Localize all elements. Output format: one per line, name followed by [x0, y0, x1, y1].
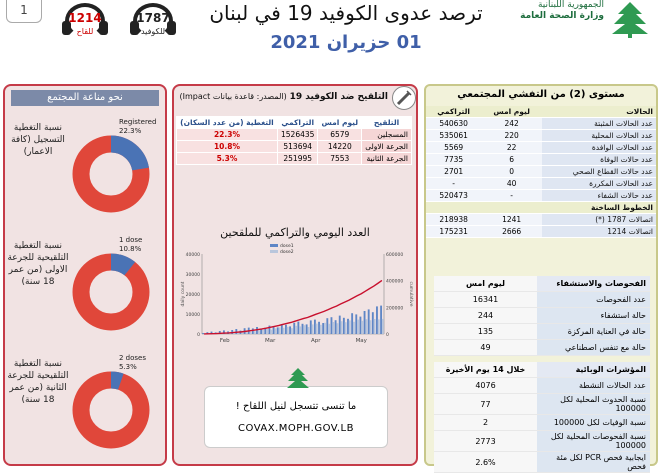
- dose1-bar: [285, 325, 287, 334]
- dose2-bar: [361, 321, 363, 334]
- x-tick-label: Mar: [265, 338, 276, 344]
- dose1-bar: [339, 316, 341, 334]
- dose1-bar: [364, 311, 366, 334]
- table-row: عدد حالات الوفاة 6 7735: [426, 154, 656, 166]
- dose1-bar: [331, 317, 333, 334]
- dose2-bar: [316, 324, 318, 334]
- dose2-bar: [307, 327, 309, 334]
- table-row: حالة استشفاء 244: [434, 308, 650, 324]
- dose2-bar: [274, 328, 276, 334]
- dose2-bar: [324, 323, 326, 334]
- vaccination-table: التلقيح ليوم امس التراكمي التغطية (من عدد السكان) المسجلين 6579 1526435 22.3% الجرعة الاولى 14220 513694 10.8% الجرعة الثانية 7553 251995 5.3%: [176, 116, 412, 165]
- page-title: ترصد عدوى الكوفيد 19 في لبنان: [196, 1, 496, 25]
- dose2-bar: [328, 324, 330, 334]
- dose1-bar: [306, 324, 308, 334]
- covid-hotline-badge: [126, 1, 180, 47]
- dose2-bar: [374, 319, 376, 334]
- dose2-bar: [353, 322, 355, 334]
- dose1-bar: [326, 318, 328, 334]
- dose2-bar: [332, 322, 334, 334]
- dose2-bar: [378, 319, 380, 334]
- dose2-bar: [245, 332, 247, 334]
- vaccine-hotline-badge: [58, 1, 112, 47]
- x-tick-label: Feb: [220, 338, 230, 344]
- dose1-bar: [293, 323, 295, 334]
- vaccine-hotline-label: للقاح: [58, 27, 112, 36]
- x-tick-label: May: [356, 338, 368, 344]
- table-row: عدد الحالات المثبتة 242 540630: [426, 118, 656, 130]
- table-row: اتصالات 1787 (*) 1241 218938: [426, 214, 656, 226]
- table-row: حالة مع تنفس اصطناعي 49: [434, 340, 650, 356]
- table-row: عدد حالات القطاع الصحي 0 2701: [426, 166, 656, 178]
- y-tick-label-left: 0: [197, 332, 200, 338]
- cumulative-line: [204, 280, 382, 333]
- table-row: المسجلين 6579 1526435 22.3%: [177, 129, 412, 141]
- dose2-bar: [266, 329, 268, 334]
- page-number: 1: [6, 0, 42, 23]
- table-row: نسبة الفحوصات المحلية لكل 100000 2773: [434, 431, 650, 452]
- dose2-bar: [291, 328, 293, 334]
- table-row: عدد الحالات النشطة 4076: [434, 378, 650, 394]
- covid-hotline-label: للكوفيد: [126, 27, 180, 36]
- table-row: عدد الحالات الوافدة 22 5569: [426, 142, 656, 154]
- y-axis-label-left: daily count: [180, 281, 186, 306]
- legend-label-dose2: dose2: [280, 249, 294, 255]
- donut-remaining-arc: [81, 380, 141, 440]
- dose1-bar: [355, 314, 357, 334]
- dose1-bar: [314, 320, 316, 334]
- vaccination-panel: [172, 84, 418, 466]
- dose2-bar: [320, 325, 322, 334]
- dose2-bar: [345, 322, 347, 334]
- syringe-icon: [392, 86, 416, 110]
- dose2-bar: [254, 331, 256, 334]
- cedar-logo-icon: [285, 367, 311, 391]
- dose1-bar: [302, 324, 304, 334]
- dose1-bar: [297, 322, 299, 334]
- cases-table: الحالات ليوم امس التراكمي عدد الحالات المثبتة 242 540630 عدد الحالات المحلية 220 535061 عدد الحالات الوافدة 22 5569 عدد حالات الوفاة 6 7735 عدد حالات القطاع الصحي 0 2701 عدد الحالات المكررة 40 - عدد حالات الشفاء - 520473 الخطوط الساخنة اتصالات 1787 (*) 1241 218938 اتصالات 1214 2666 175231: [426, 106, 656, 238]
- legend-label-dose1: dose1: [280, 243, 294, 249]
- dose1-bar: [322, 323, 324, 334]
- dose1-bar: [277, 327, 279, 334]
- indicators-table: المؤشرات الوبائية خلال 14 يوم الأخيرة عدد الحالات النشطة 4076 نسبة الحدوث المحلية لكل 100000 77 نسبة الوفيات لكل 100000 2 نسبة الفحوصات المحلية لكل 100000 2773 ايجابية فحص PCR لكل مئة فحص 2.6%: [434, 362, 650, 473]
- dose1-bar: [335, 320, 337, 334]
- herd-immunity-panel: [3, 84, 167, 466]
- dose1-bar: [252, 328, 254, 334]
- dose2-bar: [250, 332, 252, 334]
- dose1-bar: [318, 322, 320, 334]
- dose2-bar: [283, 328, 285, 334]
- dose2-bar: [241, 333, 243, 334]
- report-date: 01 حزيران 2021: [196, 32, 496, 53]
- y-tick-label-left: 10000: [186, 312, 200, 318]
- dose1-bar: [202, 333, 204, 334]
- table-row: ايجابية فحص PCR لكل مئة فحص 2.6%: [434, 452, 650, 473]
- dose2-bar: [279, 327, 281, 334]
- donut-pct-label: Registered 22.3%: [119, 118, 165, 136]
- dose2-bar: [233, 333, 235, 334]
- dose1-bar: [359, 317, 361, 334]
- ministry-name: الجمهورية اللبنانية وزارة الصحة العامة: [508, 0, 604, 22]
- covid-hotline-number: 1787: [126, 11, 180, 25]
- dose1-bar: [347, 319, 349, 334]
- dose2-bar: [270, 330, 272, 334]
- donut-label: نسبة التغطية التلقيحية للجرعة الثانية (من عمر 18 سنة): [7, 358, 69, 406]
- table-row: عدد الفحوصات 16341: [434, 292, 650, 308]
- donut-pct-label: 1 dose 10.8%: [119, 236, 165, 254]
- dose2-bar: [365, 319, 367, 334]
- community-title: مستوى (2) من التفشي المجتمعي: [426, 89, 656, 100]
- y-tick-label-right: 200000: [386, 305, 403, 311]
- dose2-bar: [382, 319, 384, 334]
- dose2-bar: [336, 323, 338, 334]
- dose2-bar: [312, 324, 314, 334]
- table-row: الجرعة الثانية 7553 251995 5.3%: [177, 153, 412, 165]
- dose1-bar: [351, 313, 353, 334]
- vaccine-hotline-number: 1214: [58, 11, 112, 25]
- dose1-bar: [376, 306, 378, 334]
- dose1-bar: [256, 327, 258, 334]
- hospital-table: الفحوصات والاستشفاء ليوم امس عدد الفحوصات 16341 حالة استشفاء 244 حالة في العناية المركزة 135 حالة مع تنفس اصطناعي 49: [434, 276, 650, 356]
- table-row: عدد حالات الشفاء - 520473: [426, 190, 656, 202]
- dose2-bar: [299, 326, 301, 334]
- donut-pct-label: 2 doses 5.3%: [119, 354, 165, 372]
- dose1-bar: [380, 306, 382, 334]
- dose2-bar: [370, 320, 372, 334]
- y-tick-label-left: 30000: [186, 272, 200, 278]
- legend-swatch-dose2: [270, 250, 278, 253]
- table-row: عدد الحالات المكررة 40 -: [426, 178, 656, 190]
- covax-url-link[interactable]: COVAX.MOPH.GOV.LB: [205, 423, 387, 434]
- y-tick-label-right: 600000: [386, 252, 403, 258]
- vaccination-title: التلقيح ضد الكوفيد 19 (المصدر: قاعدة بيانات Impact): [178, 92, 388, 102]
- donut-label: نسبة التغطية التلقيحية للجرعة الاولى (من عمر 18 سنة): [7, 240, 69, 288]
- dose2-bar: [287, 327, 289, 334]
- cedar-logo-icon: [608, 0, 652, 38]
- legend-swatch-dose1: [270, 244, 278, 247]
- y-tick-label-left: 40000: [186, 252, 200, 258]
- dose1-bar: [343, 318, 345, 334]
- table-row: نسبة الوفيات لكل 100000 2: [434, 415, 650, 431]
- dose2-bar: [262, 330, 264, 334]
- donut-remaining-arc: [81, 262, 141, 322]
- dose1-bar: [289, 326, 291, 334]
- herd-immunity-title: نحو مناعة المجتمع: [11, 90, 159, 106]
- y-tick-label-right: 0: [386, 332, 389, 338]
- vaccination-chart: [178, 242, 414, 350]
- dose1-bar: [372, 312, 374, 334]
- dose1-bar: [368, 309, 370, 334]
- table-row: عدد الحالات المحلية 220 535061: [426, 130, 656, 142]
- table-row: نسبة الحدوث المحلية لكل 100000 77: [434, 394, 650, 415]
- dose2-bar: [258, 330, 260, 334]
- dose2-bar: [237, 333, 239, 334]
- dose2-bar: [357, 320, 359, 334]
- dose1-bar: [260, 329, 262, 334]
- dose2-bar: [349, 320, 351, 334]
- dose2-bar: [341, 321, 343, 334]
- donut-label: نسبة التغطية التسجيل (كافة الاعمار): [7, 122, 69, 158]
- dose1-bar: [310, 320, 312, 334]
- chart-title: العدد اليومي والتراكمي للملقحين: [176, 226, 414, 239]
- x-tick-label: Apr: [311, 338, 321, 344]
- y-axis-label-right: cumulative: [408, 281, 414, 306]
- community-panel: [424, 84, 658, 466]
- banner-text: ما تنسى تتسجل لنيل اللقاح !: [205, 401, 387, 412]
- dose2-bar: [295, 326, 297, 334]
- registration-banner: [204, 386, 388, 448]
- y-tick-label-left: 20000: [186, 292, 200, 298]
- dose1-bar: [235, 329, 237, 334]
- dose2-bar: [303, 325, 305, 334]
- table-row: اتصالات 1214 2666 175231: [426, 226, 656, 238]
- table-row: الجرعة الاولى 14220 513694 10.8%: [177, 141, 412, 153]
- table-row: حالة في العناية المركزة 135: [434, 324, 650, 340]
- y-tick-label-right: 400000: [386, 279, 403, 285]
